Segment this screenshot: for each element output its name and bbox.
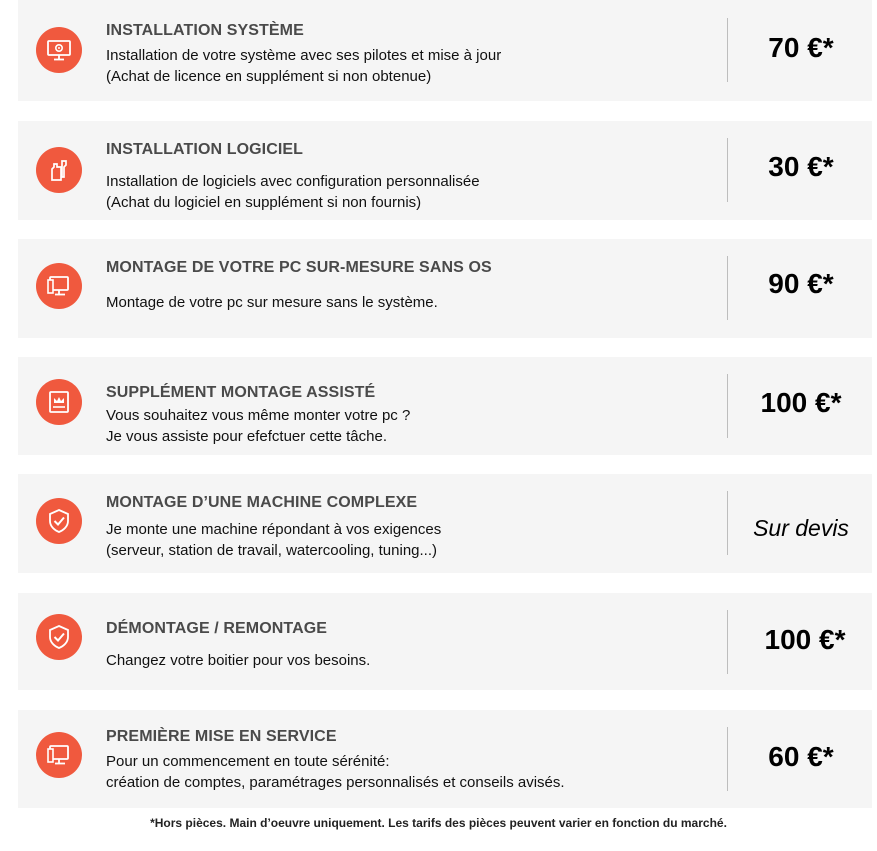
- shield-check-icon: [36, 614, 82, 660]
- service-description: Je monte une machine répondant à vos exigences (serveur, station de travail, watercooling, tuning...): [106, 521, 442, 559]
- divider: [727, 18, 728, 82]
- monitor-crown-icon: [36, 379, 82, 425]
- service-price: 100 €*: [760, 387, 842, 418]
- service-description: Installation de logiciels avec configuration personnalisée (Achat du logiciel en supplément si non fournis): [106, 173, 480, 211]
- divider: [727, 491, 728, 555]
- service-card: [18, 0, 872, 101]
- shield-check-icon: [36, 498, 82, 544]
- service-price: Sur devis: [753, 515, 849, 541]
- service-description: Installation de votre système avec ses pilotes et mise à jour (Achat de licence en supplément si non obtenue): [106, 47, 502, 85]
- service-card: [18, 239, 872, 338]
- service-card: [18, 710, 872, 808]
- service-description: Montage de votre pc sur mesure sans le système.: [106, 294, 438, 311]
- wrench-tools-icon: [36, 147, 82, 193]
- divider: [727, 138, 728, 202]
- service-card: [18, 593, 872, 690]
- service-title: MONTAGE D’UNE MACHINE COMPLEXE: [106, 494, 418, 511]
- service-title: INSTALLATION LOGICIEL: [106, 141, 304, 158]
- service-title: INSTALLATION SYSTÈME: [106, 22, 304, 39]
- service-card: [18, 474, 872, 573]
- service-price: 30 €*: [768, 151, 834, 182]
- computer-icon: [36, 263, 82, 309]
- service-price: 100 €*: [764, 624, 846, 655]
- service-card: [18, 357, 872, 455]
- divider: [727, 374, 728, 438]
- service-description: Vous souhaitez vous même monter votre pc ? Je vous assiste pour efefctuer cette tâche.: [106, 407, 411, 445]
- service-title: MONTAGE DE VOTRE PC SUR-MESURE SANS OS: [106, 259, 492, 276]
- divider: [727, 610, 728, 674]
- service-title: SUPPLÉMENT MONTAGE ASSISTÉ: [106, 384, 376, 401]
- service-description: Pour un commencement en toute sérénité: création de comptes, paramétrages personnalisés et conseils avisés.: [106, 753, 565, 791]
- service-price: 60 €*: [768, 741, 834, 772]
- service-price: 70 €*: [768, 32, 834, 63]
- divider: [727, 727, 728, 791]
- service-description: Changez votre boitier pour vos besoins.: [106, 652, 371, 669]
- divider: [727, 256, 728, 320]
- service-price: 90 €*: [768, 268, 834, 299]
- service-title: DÉMONTAGE / REMONTAGE: [106, 620, 328, 637]
- footnote: *Hors pièces. Main d’oeuvre uniquement. Les tarifs des pièces peuvent varier en fonction du marché.: [150, 816, 727, 830]
- monitor-gear-icon: [36, 27, 82, 73]
- service-title: PREMIÈRE MISE EN SERVICE: [106, 728, 337, 745]
- service-card: [18, 121, 872, 220]
- computer-icon: [36, 732, 82, 778]
